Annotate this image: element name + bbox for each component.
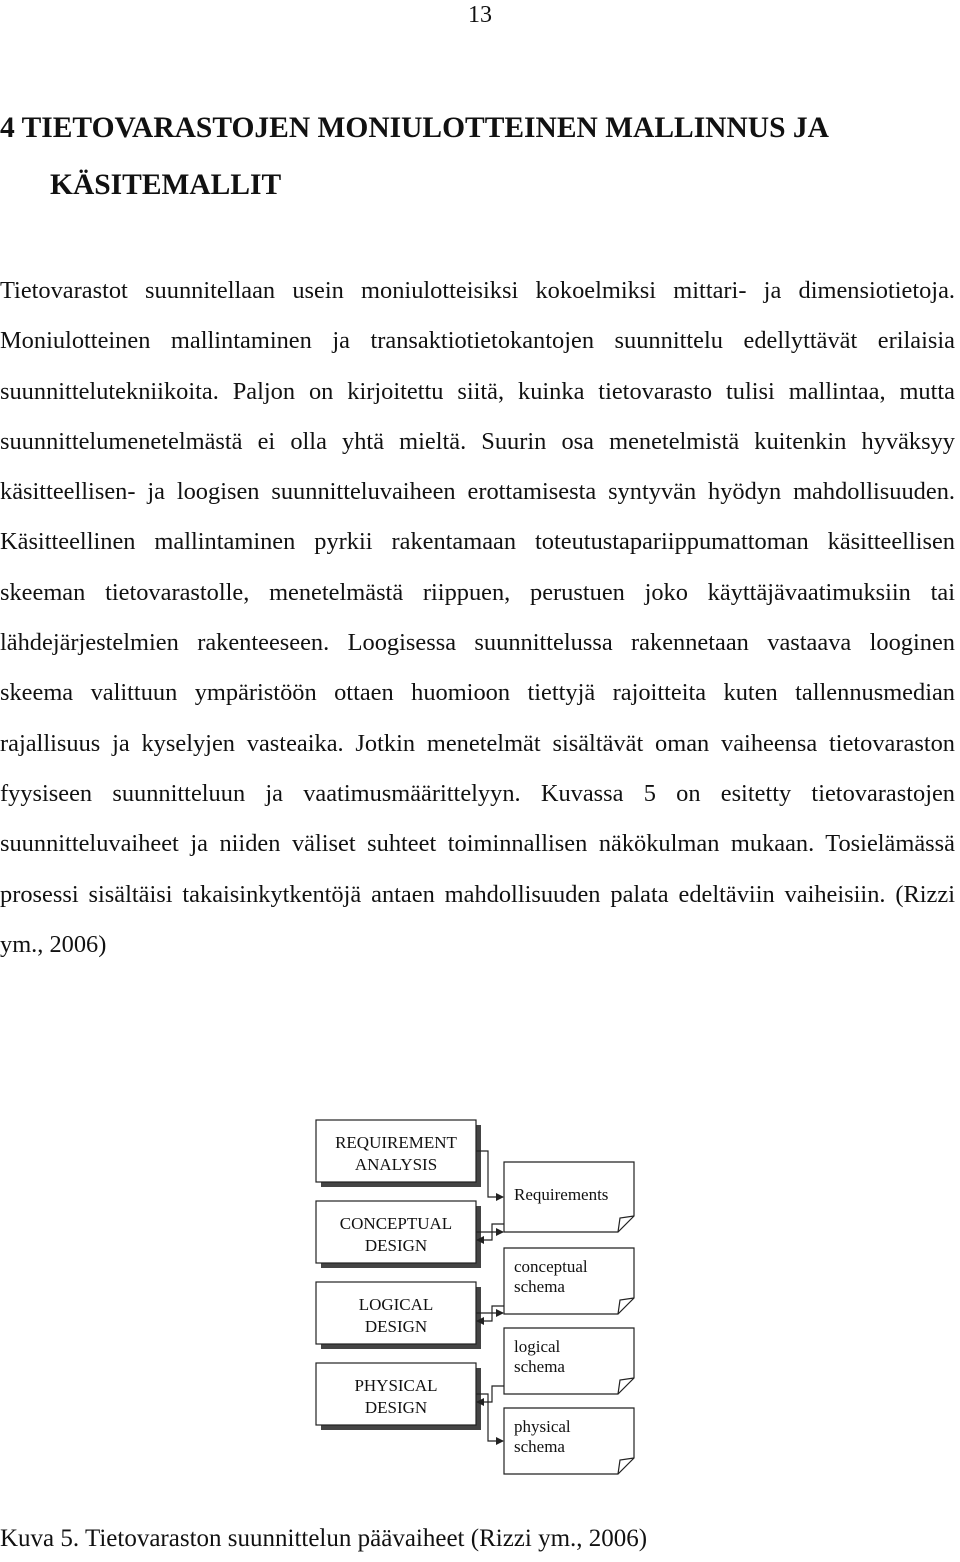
phase-label-line-1: LOGICAL <box>358 1295 434 1314</box>
document-label-line-2: schema <box>514 1357 565 1376</box>
phase-box-requirement-analysis <box>316 1120 481 1187</box>
phase-label-line-1: REQUIREMENT <box>335 1133 457 1152</box>
document-label-line-1: Requirements <box>514 1185 609 1204</box>
design-phases-diagram <box>308 1112 638 1484</box>
document-logical-schema <box>504 1328 634 1394</box>
phase-box-conceptual-design <box>316 1201 481 1268</box>
document-conceptual-schema <box>504 1248 634 1314</box>
phase-label-line-2: DESIGN <box>364 1236 428 1255</box>
document-label-line-2: schema <box>514 1437 565 1456</box>
document-label-line-2: schema <box>514 1277 565 1296</box>
document-label-line-1: physical <box>514 1417 571 1436</box>
phase-label-line-2: DESIGN <box>364 1398 428 1417</box>
chapter-heading-line-2: KÄSITEMALLIT <box>50 169 282 201</box>
phase-label-line-2: DESIGN <box>364 1317 428 1336</box>
phase-box-logical-design <box>316 1282 481 1349</box>
page-number: 13 <box>468 2 492 28</box>
document-label-line-1: logical <box>514 1337 561 1356</box>
phase-box-physical-design <box>316 1363 481 1430</box>
phase-label-line-2: ANALYSIS <box>354 1155 438 1174</box>
chapter-heading <box>0 100 955 214</box>
phase-label-line-1: PHYSICAL <box>354 1376 438 1395</box>
chapter-heading-line-1: 4 TIETOVARASTOJEN MONIULOTTEINEN MALLINNUS JA <box>0 112 829 144</box>
phase-label-line-1: CONCEPTUAL <box>339 1214 453 1233</box>
document-label-line-1: conceptual <box>514 1257 588 1276</box>
body-paragraph: Tietovarastot suunnitellaan usein moniulotteisiksi kokoelmiksi mittari- ja dimensiotietoja. Moniulotteinen mallintaminen ja transaktiotietokantojen suunnittelu edellyttävät erilaisia suunnittelutekniikoita. Paljon on kirjoitettu siitä, kuinka tietovarasto tulisi mallintaa, mutta suunnittelumenetelmästä ei olla yhtä mieltä. Suurin osa menetelmistä kuitenkin hyväksyy käsitteellisen- ja loogisen suunnitteluvaiheen erottamisesta syntyvän hyödyn mahdollisuuden. Käsitteellinen mallintaminen pyrkii rakentamaan toteutustapariippumattoman käsitteellisen skeeman tietovarastolle, menetelmästä riippuen, perustuen joko käyttäjävaatimuksiin tai lähdejärjestelmien rakenteeseen. Loogisessa suunnittelussa rakennetaan vastaava looginen skeema valittuun ympäristöön ottaen huomioon tiettyjä rajoitteita kuten tallennusmedian rajallisuus ja kyselyjen vasteaika. Jotkin menetelmät sisältävät oman vaiheensa tietovaraston fyysiseen suunnitteluun ja vaatimusmäärittelyyn. Kuvassa 5 on esitetty tietovarastojen suunnitteluvaiheet ja niiden väliset suhteet toiminnallisen näkökulman mukaan. Tosielämässä prosessi sisältäisi takaisinkytkentöjä antaen mahdollisuuden palata edeltäviin vaiheisiin. (Rizzi ym., 2006) <box>0 277 955 958</box>
document-physical-schema <box>504 1408 634 1474</box>
document-requirements <box>504 1162 634 1232</box>
figure-caption: Kuva 5. Tietovaraston suunnittelun päävaiheet (Rizzi ym., 2006) <box>0 1525 648 1552</box>
